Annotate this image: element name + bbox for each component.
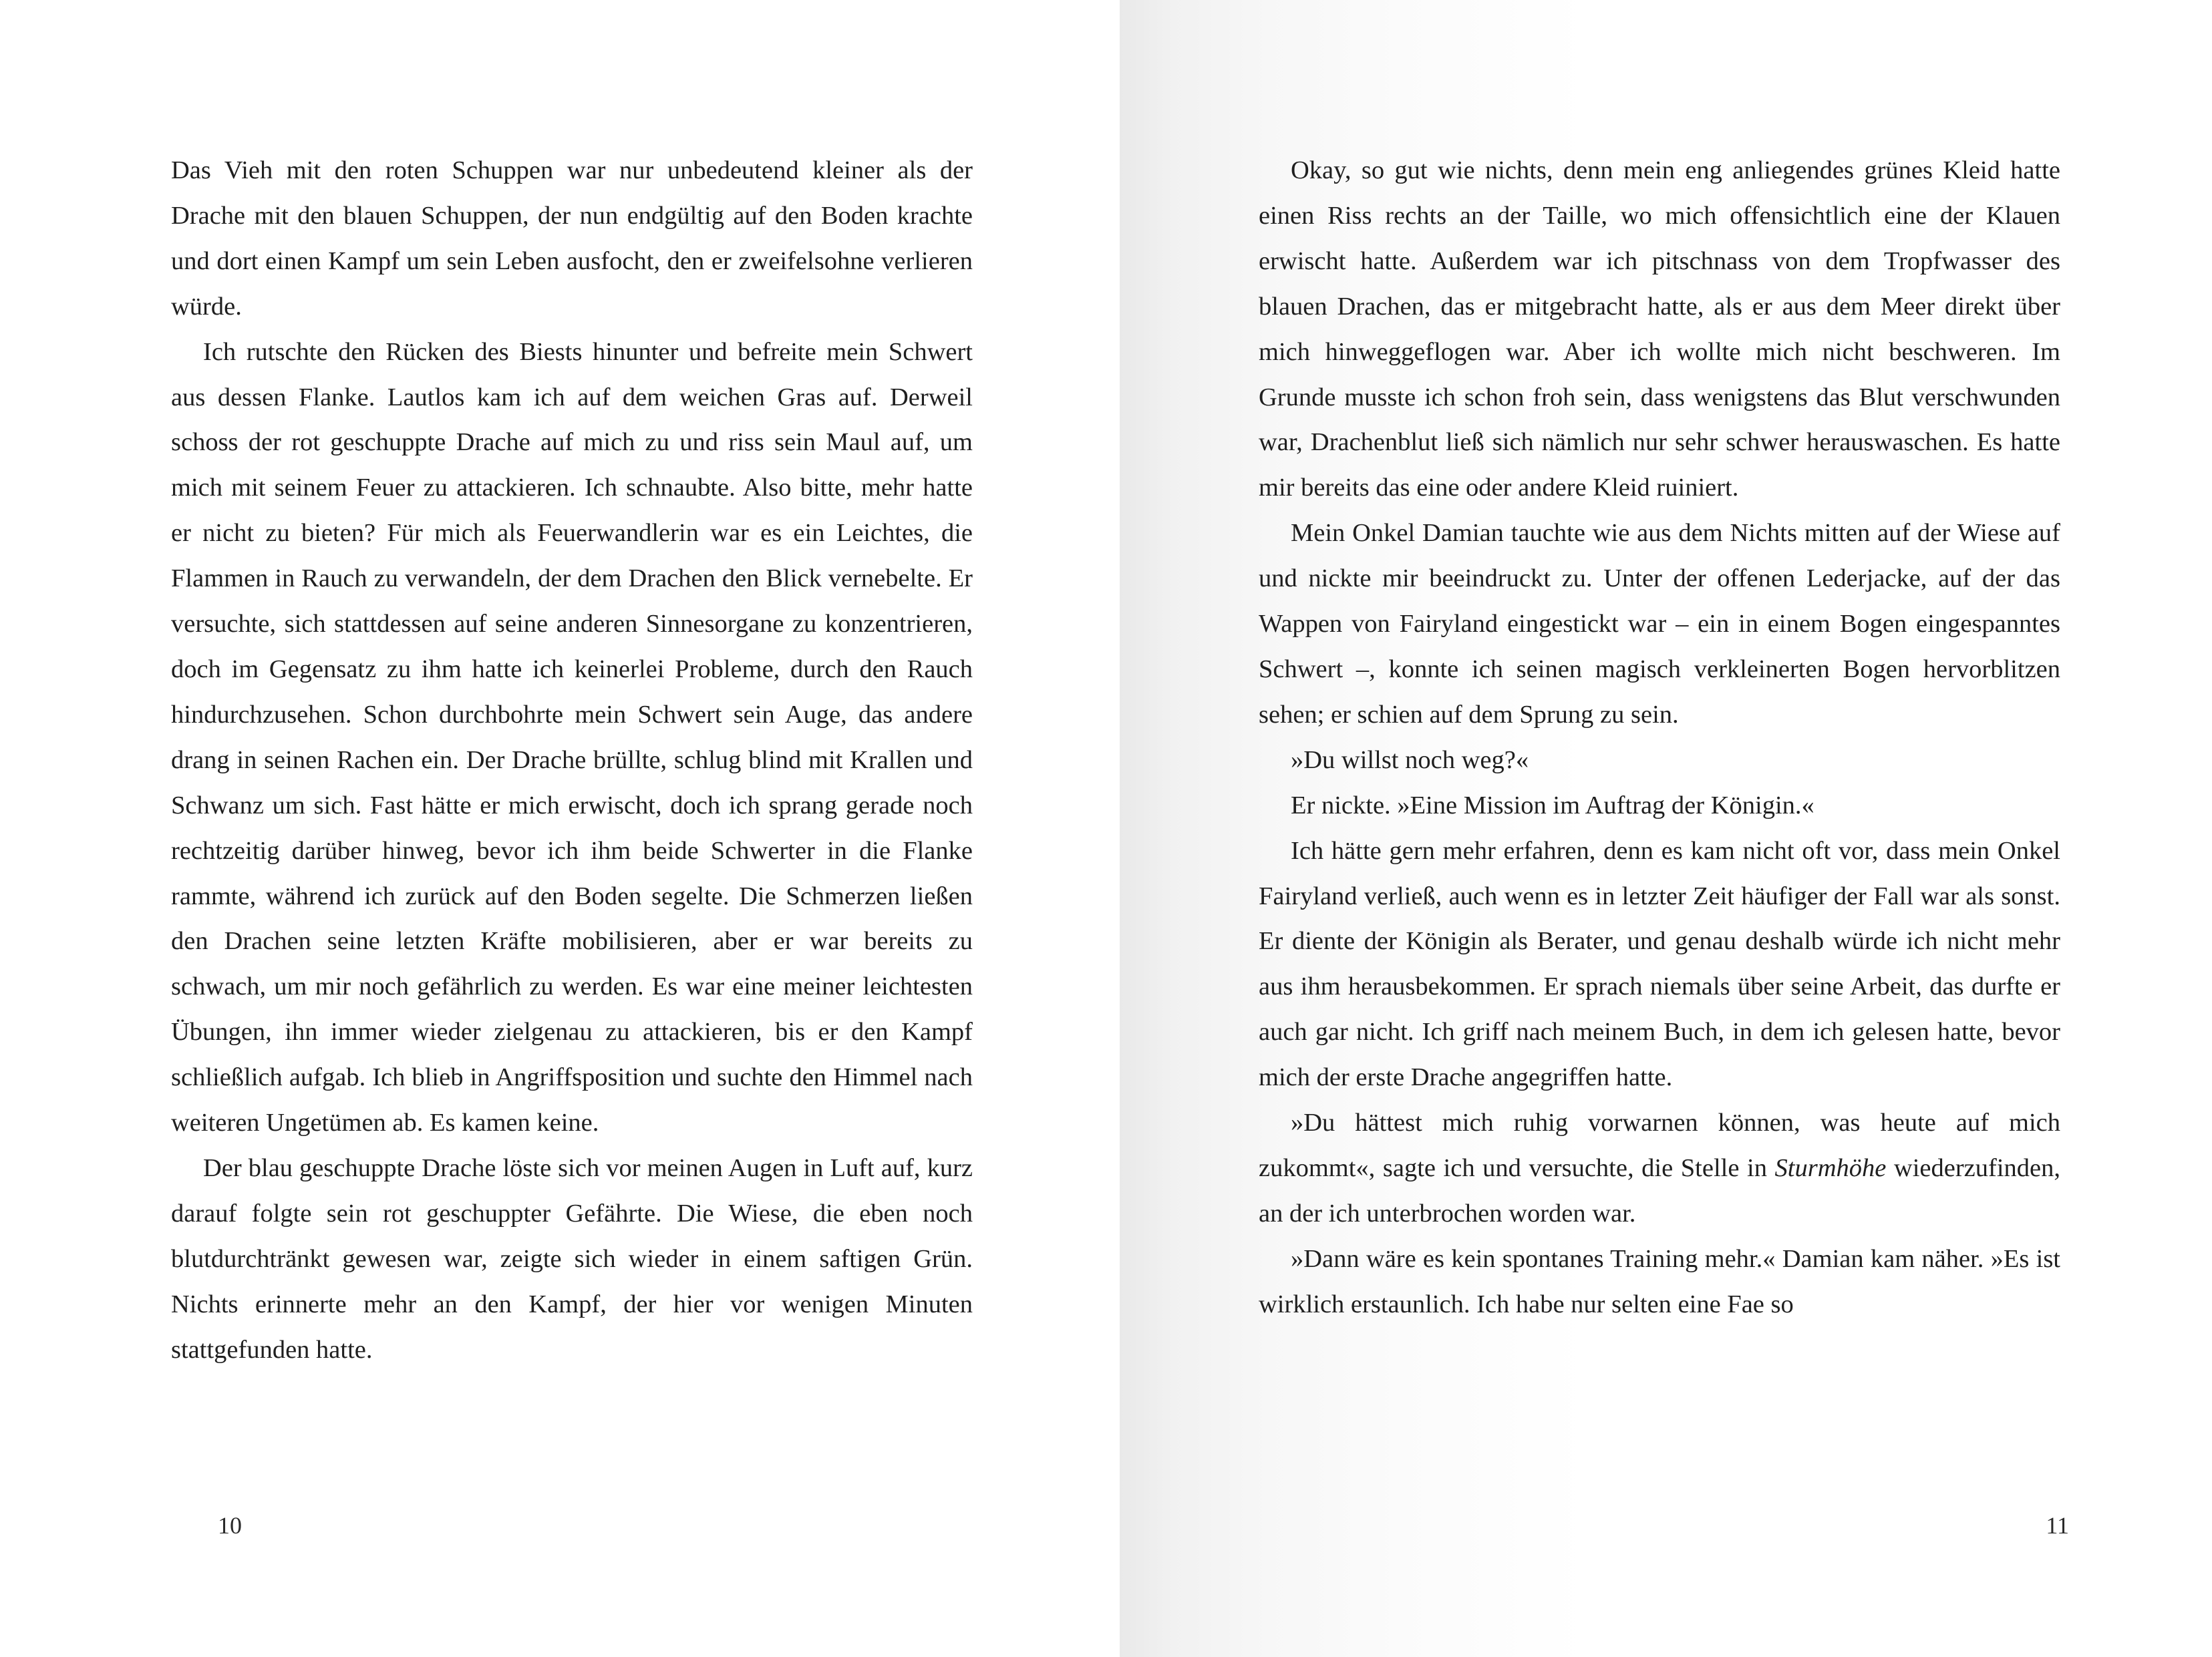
- paragraph: Der blau geschuppte Drache löste sich vor meinen Augen in Luft auf, kurz darauf folgte sein rot geschuppter Gefährte. Die Wiese, die eben noch blutdurchtränkt gewesen war, zeigte sich wieder in einem saftigen Grün. Nichts erinnerte mehr an den Kampf, der hier vor wenigen Minuten stattgefunden hatte.: [171, 1153, 973, 1364]
- paragraph: Ich hätte gern mehr erfahren, denn es kam nicht oft vor, dass mein Onkel Fairyland verließ, auch wenn es in letzter Zeit häufiger der Fall war als sonst. Er diente der Königin als Berater, und genau deshalb würde ich nicht mehr aus ihm herausbekommen. Er sprach niemals über seine Arbeit, das durfte er auch gar nicht. Ich griff nach meinem Buch, in dem ich gelesen hatte, bevor mich der erste Drache angegriffen hatte.: [1259, 836, 2060, 1092]
- text-run: wiederzufinden, an der ich unterbrochen worden war.: [1259, 1153, 2060, 1228]
- paragraph: »Dann wäre es kein spontanes Training mehr.« Damian kam näher. »Es ist wirklich erstaunlich. Ich habe nur selten eine Fae so: [1259, 1244, 2060, 1318]
- paragraph: »Du willst noch weg?«: [1291, 745, 1529, 774]
- text-run: »Du hättest mich ruhig vorwarnen können, was heute auf mich zukommt«, sagte ich und versuchte, die Stelle in: [1259, 1109, 2060, 1182]
- right-page: [1120, 0, 2212, 1657]
- left-page-text: [171, 148, 973, 1372]
- book-title: Sturmhöhe: [1774, 1153, 1887, 1182]
- page-number-left: 10: [218, 1512, 242, 1539]
- paragraph: [1259, 1101, 2060, 1237]
- right-page-text: [1259, 148, 2060, 1328]
- paragraph: Er nickte. »Eine Mission im Auftrag der Königin.«: [1291, 791, 1814, 819]
- paragraph: Ich rutschte den Rücken des Biests hinunter und befreite mein Schwert aus dessen Flanke. Lautlos kam ich auf dem weichen Gras auf. Derweil schoss der rot geschuppte Drache auf mich zu und riss sein Maul auf, um mich mit seinem Feuer zu attackieren. Ich schnaubte. Also bitte, mehr hatte er nicht zu bieten? Für mich als Feuerwandlerin war es ein Leichtes, die Flammen in Rauch zu verwandeln, der dem Drachen den Blick vernebelte. Er versuchte, sich stattdessen auf seine anderen Sinnesorgane zu konzentrieren, doch im Gegensatz zu ihm hatte ich keinerlei Probleme, durch den Rauch hindurchzusehen. Schon durchbohrte mein Schwert sein Auge, das andere drang in seinen Rachen ein. Der Drache brüllte, schlug blind mit Krallen und Schwanz um sich. Fast hätte er mich erwischt, doch ich sprang gerade noch rechtzeitig darüber hinweg, bevor ich ihm beide Schwerter in die Flanke rammte, während ich zurück auf den Boden segelte. Die Schmerzen ließen den Drachen seine letzten Kräfte mobilisieren, aber er war bereits zu schwach, um mir noch gefährlich zu werden. Es war eine meiner leichtesten Übungen, ihn immer wieder zielgenau zu attackieren, bis er den Kampf schließlich aufgab. Ich blieb in Angriffsposition und suchte den Himmel nach weiteren Ungetümen ab. Es kamen keine.: [171, 337, 973, 1137]
- page-number-right: 11: [2046, 1512, 2069, 1539]
- paragraph: Mein Onkel Damian tauchte wie aus dem Nichts mitten auf der Wiese auf und nickte mir beeindruckt zu. Unter der offenen Lederjacke, auf der das Wappen von Fairyland eingestickt war – ein in einem Bogen eingespanntes Schwert –, konnte ich seinen magisch verkleinerten Bogen hervorblitzen sehen; er schien auf dem Sprung zu sein.: [1259, 519, 2060, 729]
- paragraph: Okay, so gut wie nichts, denn mein eng anliegendes grünes Kleid hatte einen Riss rechts an der Taille, wo mich offensichtlich eine der Klauen erwischt hatte. Außerdem war ich pitschnass von dem Tropfwasser des blauen Drachen, das er mitgebracht hatte, als er aus dem Meer direkt über mich hinweggeflogen war. Aber ich wollte mich nicht beschweren. Im Grunde musste ich schon froh sein, dass wenigstens das Blut verschwunden war, Drachenblut ließ sich nämlich nur sehr schwer herauswaschen. Es hatte mir bereits das eine oder andere Kleid ruiniert.: [1259, 156, 2060, 502]
- paragraph: Das Vieh mit den roten Schuppen war nur unbedeutend kleiner als der Drache mit den blauen Schuppen, der nun endgültig auf den Boden krachte und dort einen Kampf um sein Leben ausfocht, den er zweifelsohne verlieren würde.: [171, 156, 973, 321]
